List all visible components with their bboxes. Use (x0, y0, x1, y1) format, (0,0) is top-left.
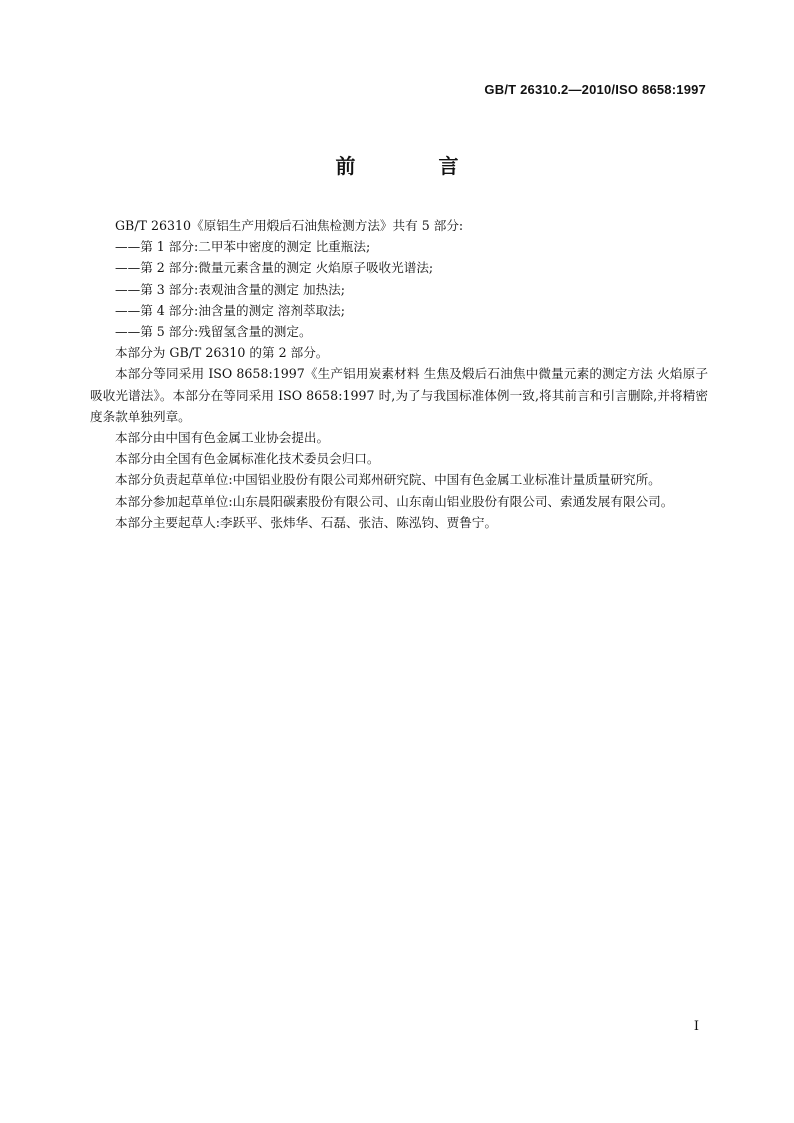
page-title: 前 言 (335, 154, 497, 178)
paragraph-participating-drafters: 本部分参加起草单位:山东晨阳碳素股份有限公司、山东南山铝业股份有限公司、索通发展有限公司。 (115, 493, 674, 509)
paragraph-part-2: ——第 2 部分:微量元素含量的测定 火焰原子吸收光谱法; (115, 260, 434, 276)
paragraph-administered-by: 本部分由全国有色金属标准化技术委员会归口。 (115, 451, 380, 467)
paragraph-part-4: ——第 4 部分:油含量的测定 溶剂萃取法; (115, 302, 346, 318)
foreword-body (90, 215, 708, 533)
paragraph-part-3: ——第 3 部分:表观油含量的测定 加热法; (115, 281, 346, 297)
paragraph-this-part: 本部分为 GB/T 26310 的第 2 部分。 (115, 345, 329, 361)
paragraph-part-1: ——第 1 部分:二甲苯中密度的测定 比重瓶法; (115, 239, 371, 255)
standard-number: GB/T 26310.2—2010/ISO 8658:1997 (484, 82, 706, 97)
paragraph-adoption: 本部分等同采用 ISO 8658:1997《生产铝用炭素材料 生焦及煅后石油焦中微量元素的测定方法 火焰原子吸收光谱法》。本部分在等同采用 ISO 8658:1997 时,为了与我国标准体例一致,将其前言和引言删除,并将精密度条款单独列章。 (90, 366, 708, 424)
paragraph-series-intro: GB/T 26310《原铝生产用煅后石油焦检测方法》共有 5 部分: (115, 218, 464, 233)
page-number: I (693, 1019, 699, 1034)
paragraph-main-drafters: 本部分主要起草人:李跃平、张炜华、石磊、张洁、陈泓钧、贾鲁宁。 (115, 514, 498, 530)
paragraph-part-5: ——第 5 部分:残留氢含量的测定。 (115, 324, 312, 340)
paragraph-responsible-drafters: 本部分负责起草单位:中国铝业股份有限公司郑州研究院、中国有色金属工业标准计量质量研究所。 (115, 472, 661, 488)
paragraph-proposed-by: 本部分由中国有色金属工业协会提出。 (115, 430, 330, 446)
